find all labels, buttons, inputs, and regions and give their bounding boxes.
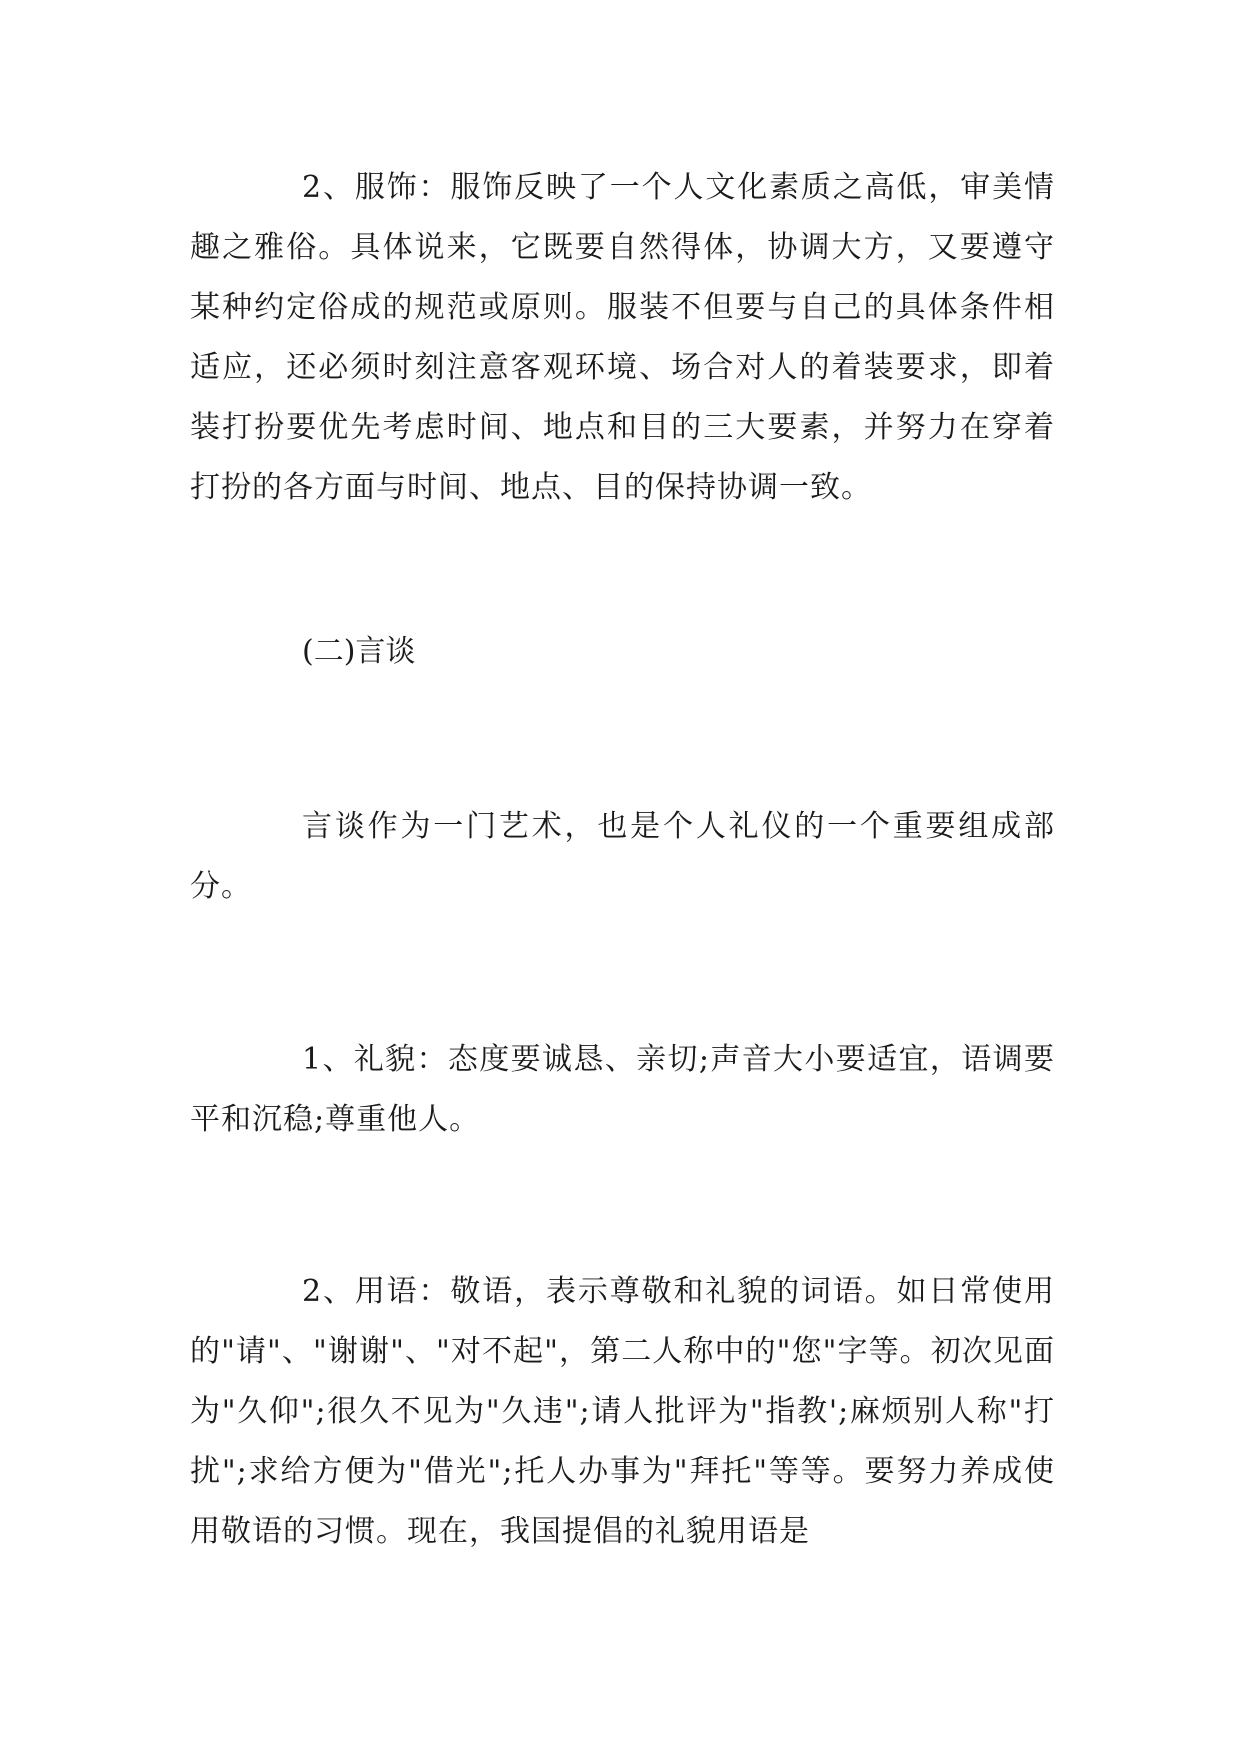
paragraph-politeness: 1、礼貌：态度要诚恳、亲切;声音大小要适宜，语调要平和沉稳;尊重他人。 xyxy=(190,1042,1055,1137)
section-heading-speech: (二)言谈 xyxy=(302,634,416,669)
paragraph-speech-intro: 言谈作为一门艺术，也是个人礼仪的一个重要组成部分。 xyxy=(190,809,1055,904)
paragraph-clothing: 2、服饰：服饰反映了一个人文化素质之高低，审美情趣之雅俗。具体说来，它既要自然得体，协调大方，又要遵守某种约定俗成的规范或原则。服装不但要与自己的具体条件相适应，还必须时刻注意客观环境、场合对人的着装要求，即着装打扮要优先考虑时间、地点和目的三大要素，并努力在穿着打扮的各方面与时间、地点、目的保持协调一致。 xyxy=(190,170,1055,505)
paragraph-polite-terms: 2、用语：敬语，表示尊敬和礼貌的词语。如日常使用的"请"、"谢谢"、"对不起"，第二人称中的"您"字等。初次见面为"久仰";很久不见为"久违";请人批评为"指教';麻烦别人称"打扰";求给方便为"借光";托人办事为"拜托"等等。要努力养成使用敬语的习惯。现在，我国提倡的礼貌用语是 xyxy=(190,1274,1055,1549)
